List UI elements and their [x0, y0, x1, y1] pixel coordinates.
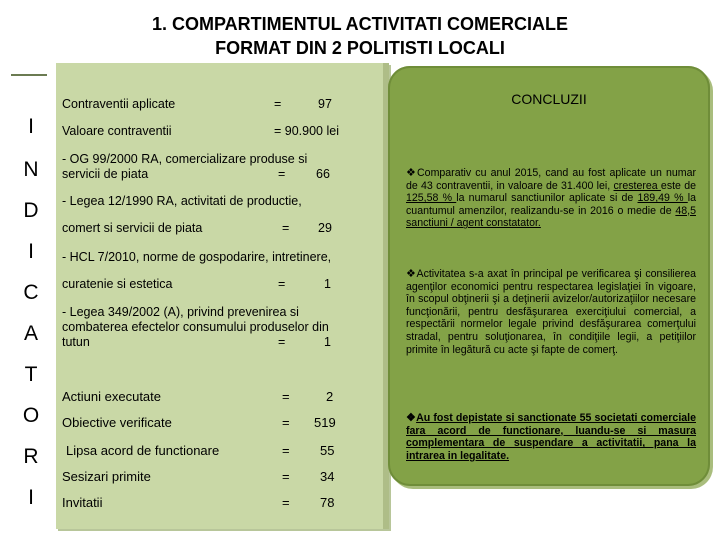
- contraventii-value: 97: [318, 97, 332, 111]
- contraventii-label: Contraventii aplicate: [62, 97, 176, 111]
- lipsa-label: Lipsa acord de functionare: [66, 443, 220, 458]
- diamond-bullet-icon: ❖: [406, 167, 418, 179]
- curatenie-value: 1: [324, 277, 331, 291]
- p3-text: Au fost depistate si sanctionate 55 societati comerciale fara acord de functionare, luandu-se si masura complementara de suspendare a activitatii, pana la intrarea in legalitate.: [406, 412, 696, 462]
- indicators-panel: [56, 63, 389, 529]
- sesizari-eq: =: [282, 469, 290, 484]
- lege349-value: 1: [324, 335, 331, 349]
- diamond-bullet-icon: ❖: [406, 412, 417, 424]
- hcl-line: - HCL 7/2010, norme de gospodarire, intretinere,: [62, 250, 332, 264]
- p1-text-c: la numarul sanctiunilor aplicate si de: [456, 192, 638, 205]
- conclusion-paragraph-2: [406, 268, 696, 356]
- og-line-2: servicii de piata: [62, 167, 149, 181]
- comert-value: 29: [318, 221, 332, 235]
- conclusions-title: CONCLUZII: [511, 91, 587, 107]
- letter-7: T: [24, 363, 38, 386]
- p1-text-d: la cuantumul amenzilor, realizandu-se in 2016 o medie de: [406, 192, 696, 217]
- actiuni-eq: =: [282, 389, 290, 404]
- p1-underline-4: 48,5 sanctiuni / agent constatator.: [406, 204, 696, 230]
- invitatii-value: 78: [320, 495, 335, 510]
- lege349-eq: =: [278, 335, 286, 349]
- lipsa-value: 55: [320, 443, 335, 458]
- lege12-line: - Legea 12/1990 RA, activitati de productie,: [62, 194, 302, 208]
- valoare-value: = 90.900 lei: [274, 124, 339, 138]
- obiective-eq: =: [282, 415, 290, 430]
- title-line-1: 1. COMPARTIMENTUL ACTIVITATI COMERCIALE: [152, 14, 568, 34]
- vertical-indicator-label: [8, 76, 51, 526]
- comert-eq: =: [282, 221, 290, 235]
- letter-9: R: [23, 445, 39, 468]
- sesizari-value: 34: [320, 469, 335, 484]
- letter-5: C: [23, 281, 39, 304]
- letter-8: O: [22, 404, 40, 427]
- og-value: 66: [316, 167, 330, 181]
- invitatii-eq: =: [282, 495, 290, 510]
- lege349-line-3: tutun: [62, 335, 90, 349]
- valoare-label: Valoare contraventii: [62, 124, 172, 138]
- curatenie-label: curatenie si estetica: [62, 277, 173, 291]
- page-title: [0, 12, 720, 60]
- title-line-2: FORMAT DIN 2 POLITISTI LOCALI: [215, 38, 505, 58]
- obiective-label: Obiective verificate: [62, 415, 172, 430]
- letter-1: I: [28, 115, 34, 138]
- letter-4: I: [28, 240, 34, 263]
- comert-label: comert si servicii de piata: [62, 221, 203, 235]
- lege349-line-1: - Legea 349/2002 (A), privind prevenirea si: [62, 305, 299, 319]
- diamond-bullet-icon: ❖: [406, 268, 417, 280]
- actiuni-label: Actiuni executate: [62, 389, 162, 404]
- obiective-value: 519: [314, 415, 336, 430]
- letter-2: N: [23, 158, 39, 181]
- letter-6: A: [23, 322, 38, 345]
- p1-underline-2: 125,58 %: [406, 192, 457, 205]
- invitatii-label: Invitatii: [62, 495, 103, 510]
- p1-text-a: Comparativ cu anul 2015, cand au fost aplicate un numar de 43 contraventii, in valoare de 31.400 lei,: [406, 167, 696, 192]
- conclusions-panel: [388, 66, 710, 486]
- og-line-1: - OG 99/2000 RA, comercializare produse si: [62, 152, 308, 166]
- letter-3: D: [23, 199, 39, 222]
- p2-text: Activitatea s-a axat în principal pe verificarea şi consilierea agenţilor economici pentru respectarea legislaţiei în vigoare, în scopul obţinerii şi a deţinerii avizelor/autorizaţiilor necesare funcţionării, pentru desfăşurarea exerciţiului comercial, a respectării normelor legale privind desfăşurarea comerţului stradal, pentru soluţionarea, în condiţiile legii, a petiţiilor primite în legătură cu acte şi fapte de comerţ.: [406, 268, 696, 356]
- curatenie-eq: =: [278, 277, 286, 291]
- p1-underline-1: cresterea: [613, 179, 661, 192]
- p1-text-b: este de: [660, 179, 696, 192]
- conclusion-paragraph-3: [406, 412, 696, 462]
- sesizari-label: Sesizari primite: [62, 469, 151, 484]
- lipsa-eq: =: [282, 443, 290, 458]
- actiuni-value: 2: [326, 389, 334, 404]
- og-eq: =: [278, 167, 286, 181]
- lege349-line-2: combaterea efectelor consumului produselor din: [62, 320, 329, 334]
- letter-10: I: [28, 486, 34, 509]
- conclusion-paragraph-1: [406, 167, 696, 230]
- p1-underline-3: 189,49 %: [637, 192, 688, 205]
- contraventii-eq: =: [274, 97, 282, 111]
